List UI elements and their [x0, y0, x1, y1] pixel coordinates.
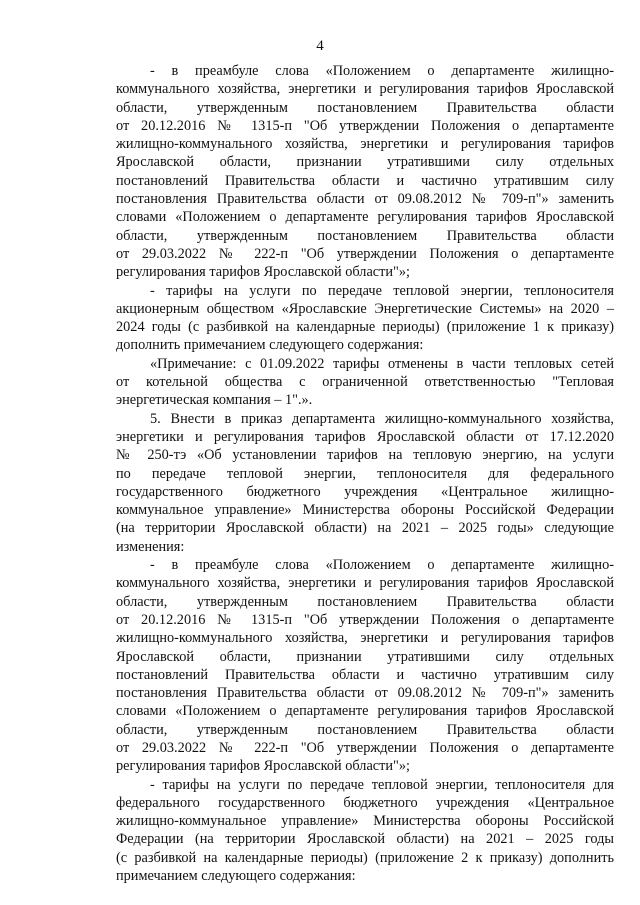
- text-line: словами «Положением о департаменте регулирования тарифов Ярославской: [116, 209, 614, 226]
- text-line: федерального государственного бюджетного учреждения «Центральное: [116, 794, 614, 811]
- document-body: [116, 62, 614, 885]
- text-line: регулирования тарифов Ярославской области"»;: [116, 264, 410, 281]
- text-line: Ярославской области, признании утратившими силу отдельных: [116, 648, 614, 665]
- text-line: от 20.12.2016 № 1315-п "Об утверждении Положения о департаменте: [116, 611, 614, 628]
- text-line: постановления Правительства области от 09.08.2012 № 709-п"» заменить: [116, 685, 614, 702]
- text-line: энергетическая компания – 1".».: [116, 392, 313, 409]
- text-line: - в преамбуле слова «Положением о департаменте жилищно-: [150, 557, 614, 574]
- text-line: - тарифы на услуги по передаче тепловой энергии, теплоносителя: [150, 282, 614, 299]
- text-line: регулирования тарифов Ярославской области"»;: [116, 758, 410, 775]
- text-line: государственного бюджетного учреждения «Центральное жилищно-: [116, 483, 614, 500]
- text-line: «Примечание: с 01.09.2022 тарифы отменены в части тепловых сетей: [150, 355, 614, 372]
- text-line: - в преамбуле слова «Положением о департаменте жилищно-: [150, 63, 614, 79]
- text-line: Ярославской области, признании утратившими силу отдельных: [116, 154, 614, 171]
- text-line: коммунального хозяйства, энергетики и регулирования тарифов Ярославской: [116, 81, 614, 98]
- text-line: примечанием следующего содержания:: [116, 868, 356, 885]
- text-line: от 20.12.2016 № 1315-п "Об утверждении Положения о департаменте: [116, 117, 614, 134]
- text-line: жилищно-коммунальное управление» Министерства обороны Российской: [116, 813, 614, 830]
- text-line: - тарифы на услуги по передаче тепловой энергии, теплоносителя для: [150, 776, 614, 793]
- text-line: 5. Внести в приказ департамента жилищно-коммунального хозяйства,: [150, 410, 614, 427]
- text-line: 2024 годы (с разбивкой на календарные периоды) (приложение 1 к приказу): [116, 319, 614, 336]
- text-line: постановления Правительства области от 09.08.2012 № 709-п"» заменить: [116, 191, 614, 208]
- text-line: области, утвержденным постановлением Правительства области: [116, 99, 614, 116]
- text-line: изменения:: [116, 538, 185, 555]
- page-number: 4: [316, 38, 324, 54]
- text-line: коммунального хозяйства, энергетики и регулирования тарифов Ярославской: [116, 575, 614, 592]
- text-line: от 29.03.2022 № 222-п "Об утверждении Положения о департаменте: [116, 739, 614, 756]
- text-line: Федерации (на территории Ярославской области) на 2021 – 2025 годы: [116, 831, 614, 848]
- text-line: жилищно-коммунального хозяйства, энергетики и регулирования тарифов: [116, 630, 614, 647]
- text-line: коммунальное управление» Министерства обороны Российской Федерации: [116, 502, 614, 519]
- text-line: дополнить примечанием следующего содержания:: [116, 337, 424, 354]
- text-line: постановлений Правительства области и частично утратившим силу: [116, 666, 614, 683]
- text-line: № 250-тэ «Об установлении тарифов на тепловую энергию, на услуги: [116, 447, 614, 464]
- text-line: жилищно-коммунального хозяйства, энергетики и регулирования тарифов: [116, 136, 614, 153]
- text-line: (на территории Ярославской области) на 2021 – 2025 годы» следующие: [116, 520, 614, 537]
- text-line: от 29.03.2022 № 222-п "Об утверждении Положения о департаменте: [116, 245, 614, 262]
- text-line: акционерным обществом «Ярославские Энергетические Системы» на 2020 –: [116, 300, 614, 317]
- text-line: постановлений Правительства области и частично утратившим силу: [116, 172, 614, 189]
- text-line: энергетики и регулирования тарифов Ярославской области от 17.12.2020: [116, 428, 614, 445]
- text-line: по передаче тепловой энергии, теплоносителя для федерального: [116, 465, 614, 482]
- text-line: словами «Положением о департаменте регулирования тарифов Ярославской: [116, 703, 614, 720]
- text-line: от котельной общества с ограниченной ответственностью "Тепловая: [116, 374, 614, 391]
- text-line: (с разбивкой на календарные периоды) (приложение 2 к приказу) дополнить: [116, 849, 614, 866]
- text-line: области, утвержденным постановлением Правительства области: [116, 227, 614, 244]
- text-line: области, утвержденным постановлением Правительства области: [116, 721, 614, 738]
- text-line: области, утвержденным постановлением Правительства области: [116, 593, 614, 610]
